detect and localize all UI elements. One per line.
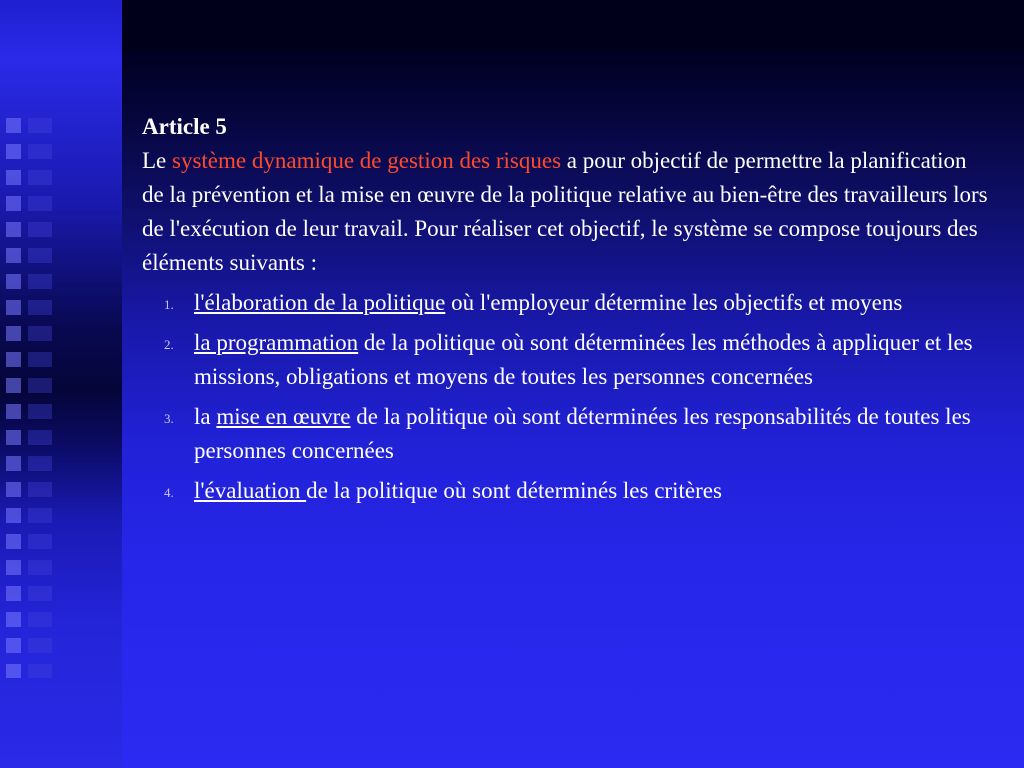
item-number: 1.: [164, 297, 174, 312]
intro-highlight: système dynamique de gestion des risques: [172, 148, 562, 173]
item-number: 2.: [164, 337, 174, 352]
item-rest: de la politique où sont déterminées les responsabilités de toutes les personnes concernées: [194, 404, 971, 463]
item-number: 4.: [164, 485, 174, 500]
decorative-squares-faint: [28, 118, 52, 678]
decorative-squares: [6, 118, 30, 678]
list-item: [142, 400, 992, 468]
list-item: [142, 286, 992, 320]
list-item: [142, 326, 992, 394]
item-underlined: l'élaboration de la politique: [194, 290, 446, 315]
intro-before: Le: [142, 148, 173, 173]
intro-paragraph: [142, 144, 992, 280]
top-dark-band: [122, 0, 1024, 52]
elements-list: [142, 286, 992, 508]
item-underlined: l'évaluation: [194, 478, 307, 503]
left-decorative-strip: [0, 0, 122, 768]
item-number: 3.: [164, 411, 174, 426]
item-underlined: la programmation: [194, 330, 359, 355]
item-rest: de la politique où sont déterminés les critères: [306, 478, 722, 503]
item-underlined: mise en œuvre: [216, 404, 351, 429]
item-rest: où l'employeur détermine les objectifs et moyens: [445, 290, 903, 315]
list-item: [142, 474, 992, 508]
slide-content: [142, 110, 992, 514]
item-prefix: la: [194, 404, 217, 429]
intro-after: a pour objectif de permettre la planification de la prévention et la mise en œuvre de la politique relative au bien-être des travailleurs lors de l'exécution de leur travail. Pour réaliser cet objectif, le système se compose toujours des éléments suivants :: [142, 148, 988, 275]
item-rest: de la politique où sont déterminées les méthodes à appliquer et les missions, obligations et moyens de toutes les personnes concernées: [194, 330, 973, 389]
article-heading: Article 5: [142, 114, 227, 139]
